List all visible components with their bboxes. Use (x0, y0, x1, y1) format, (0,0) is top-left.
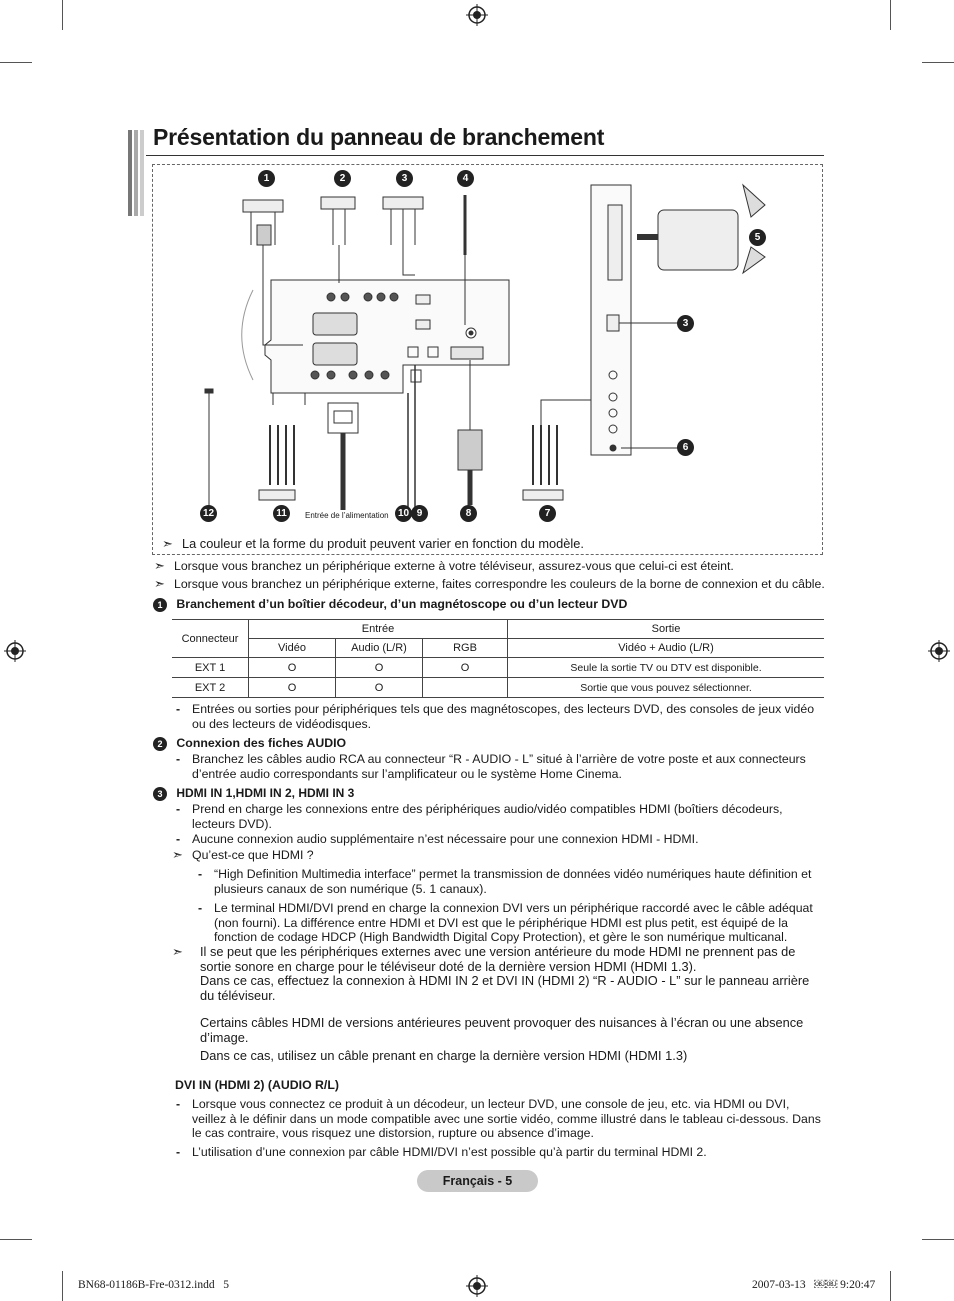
section-1-bullet: Entrées ou sorties pour périphériques tels que des magnétoscopes, des lecteurs DVD, des consoles de jeux vidéo ou des lecteurs de vidéodisques. (192, 702, 815, 731)
hdmi-question (172, 848, 314, 863)
bullet-dash: - (198, 901, 203, 915)
callout-7: 7 (539, 505, 556, 522)
note-arrow-icon: ➣ (172, 847, 183, 862)
section-number: 1 (153, 598, 167, 612)
note-text: Lorsque vous branchez un périphérique externe, faites correspondre les couleurs de la borne de connexion et du câble. (174, 577, 825, 591)
note-text: Lorsque vous branchez un périphérique externe à votre téléviseur, assurez-vous que celui-ci est éteint. (174, 559, 734, 573)
section-2-bullet: Branchez les câbles audio RCA au connecteur “R - AUDIO - L” situé à l’arrière de votre poste et aux connecteurs d’entrée audio correspondants sur l’amplificateur ou le système Home Cinema. (192, 752, 806, 781)
callout-1: 1 (258, 170, 275, 187)
question-text: Qu’est-ce que HDMI ? (192, 848, 314, 862)
registration-mark-icon (4, 640, 26, 662)
section-2-heading (153, 736, 346, 751)
connector-table (172, 619, 824, 698)
crop-mark (890, 1271, 891, 1301)
callout-3: 3 (396, 170, 413, 187)
table-header: Entrée (249, 620, 508, 639)
crop-mark (922, 1239, 954, 1240)
callout-10: 10 (395, 505, 412, 522)
note-2 (154, 576, 825, 592)
title-rule (146, 155, 824, 156)
table-row (172, 658, 824, 678)
table-cell (423, 678, 508, 698)
callout-11: 11 (273, 505, 290, 522)
hdmi-warning (172, 945, 822, 1064)
table-cell: EXT 2 (172, 678, 249, 698)
connection-panel-illustration (153, 165, 822, 540)
hdmi-sub-bullet-1: “High Definition Multimedia interface” permet la transmission de données vidéo numériques haute définition et plusieurs canaux de son numérique (5. 1 canaux). (214, 867, 812, 896)
note-arrow-icon: ➣ (162, 536, 173, 551)
bullet-dash: - (176, 1097, 181, 1111)
callout-5: 5 (749, 229, 766, 246)
table-subheader: Audio (L/R) (336, 639, 423, 658)
callout-3-side: 3 (677, 315, 694, 332)
note-1 (154, 558, 734, 574)
bullet-dash: - (176, 832, 181, 846)
diagram-note (162, 536, 584, 551)
section-heading-text: Branchement d’un boîtier décodeur, d’un magnétoscope ou d’un lecteur DVD (176, 597, 628, 611)
table-cell: O (336, 678, 423, 698)
crop-mark (922, 62, 954, 63)
callout-9: 9 (411, 505, 428, 522)
registration-mark-icon (466, 4, 488, 26)
page-title: Présentation du panneau de branchement (153, 124, 605, 150)
dvi-bullet-2: L’utilisation d’une connexion par câble HDMI/DVI n’est possible qu’à partir du terminal HDMI 2. (192, 1145, 707, 1159)
table-subheader: Vidéo (249, 639, 336, 658)
table-subheader: Vidéo + Audio (L/R) (508, 639, 825, 658)
table-cell: Seule la sortie TV ou DTV est disponible. (508, 658, 825, 678)
section-3-bullet-1: Prend en charge les connexions entre des périphériques audio/vidéo compatibles HDMI (boîtiers décodeurs, lecteurs DVD). (192, 802, 783, 831)
registration-mark-icon (466, 1275, 488, 1297)
registration-mark-icon (928, 640, 950, 662)
section-number: 2 (153, 737, 167, 751)
crop-mark (62, 0, 63, 30)
section-number: 3 (153, 787, 167, 801)
warning-text-1: Il se peut que les périphériques externes avec une version antérieure du mode HDMI ne prennent pas de sortie sonore en charge pour le téléviseur doté de la dernière version HDMI (HDMI 1.3). (200, 944, 796, 974)
page-number-badge: Français - 5 (417, 1170, 538, 1192)
note-arrow-icon: ➣ (154, 558, 165, 573)
section-heading-text: Connexion des fiches AUDIO (176, 736, 347, 750)
bullet-dash: - (198, 867, 203, 881)
warning-text-4: Dans ce cas, utilisez un câble prenant en charge la dernière version HDMI (HDMI 1.3) (200, 1048, 688, 1063)
bullet-dash: - (176, 702, 181, 716)
section-heading-text: HDMI IN 1,HDMI IN 2, HDMI IN 3 (176, 786, 355, 800)
table-cell: O (423, 658, 508, 678)
crop-mark (0, 1239, 32, 1240)
title-accent-bar (128, 130, 144, 216)
hdmi-sub-bullet-2: Le terminal HDMI/DVI prend en charge la connexion DVI vers un périphérique raccordé avec le câble adéquat (non fourni). La différence entre HDMI et DVI est que le périphérique HDMI est plus petit, est équipé de la fonction de codage HDCP (High Bandwidth Digital Copy Protection), et gère le son numérique multicanal. (214, 901, 813, 944)
timestamp-slug: 2007-03-13 ￼￼ 9:20:47 (752, 1279, 876, 1291)
dvi-bullet-1: Lorsque vous connectez ce produit à un décodeur, un lecteur DVD, une console de jeu, etc. via HDMI ou DVI, veillez à le définir dans un mode compatible avec une sortie vidéo, comme illustré dans le tableau ci-dessous. Dans le cas contraire, vous risquez une distorsion, rupture ou absence d’image. (192, 1097, 821, 1140)
power-label: Entrée de l’alimentation (305, 511, 389, 520)
table-header: Connecteur (172, 620, 249, 658)
note-arrow-icon: ➣ (172, 944, 183, 959)
table-cell: O (336, 658, 423, 678)
section-3-heading (153, 786, 354, 801)
table-cell: O (249, 678, 336, 698)
table-row (172, 678, 824, 698)
table-subheader: RGB (423, 639, 508, 658)
callout-12: 12 (200, 505, 217, 522)
crop-mark (890, 0, 891, 30)
table-cell: O (249, 658, 336, 678)
diagram-note-text: La couleur et la forme du produit peuvent varier en fonction du modèle. (182, 536, 584, 551)
table-cell: EXT 1 (172, 658, 249, 678)
callout-2: 2 (334, 170, 351, 187)
crop-mark (62, 1271, 63, 1301)
bullet-dash: - (176, 802, 181, 816)
dvi-heading: DVI IN (HDMI 2) (AUDIO R/L) (175, 1078, 339, 1092)
callout-6: 6 (677, 439, 694, 456)
file-slug: BN68-01186B-Fre-0312.indd 5 (78, 1279, 229, 1291)
note-arrow-icon: ➣ (154, 576, 165, 591)
table-cell: Sortie que vous pouvez sélectionner. (508, 678, 825, 698)
callout-8: 8 (460, 505, 477, 522)
table-header: Sortie (508, 620, 825, 639)
bullet-dash: - (176, 752, 181, 766)
bullet-dash: - (176, 1145, 181, 1159)
callout-4: 4 (457, 170, 474, 187)
crop-mark (0, 62, 32, 63)
section-3-bullet-2: Aucune connexion audio supplémentaire n’est nécessaire pour une connexion HDMI - HDMI. (192, 832, 699, 846)
section-1-heading (153, 597, 627, 612)
warning-text-3: Certains câbles HDMI de versions antérieures peuvent provoquer des nuisances à l’écran ou une absence d’image. (200, 1015, 804, 1045)
warning-text-2: Dans ce cas, effectuez la connexion à HDMI IN 2 et DVI IN (HDMI 2) “R - AUDIO - L” sur le panneau arrière du téléviseur. (200, 973, 810, 1003)
